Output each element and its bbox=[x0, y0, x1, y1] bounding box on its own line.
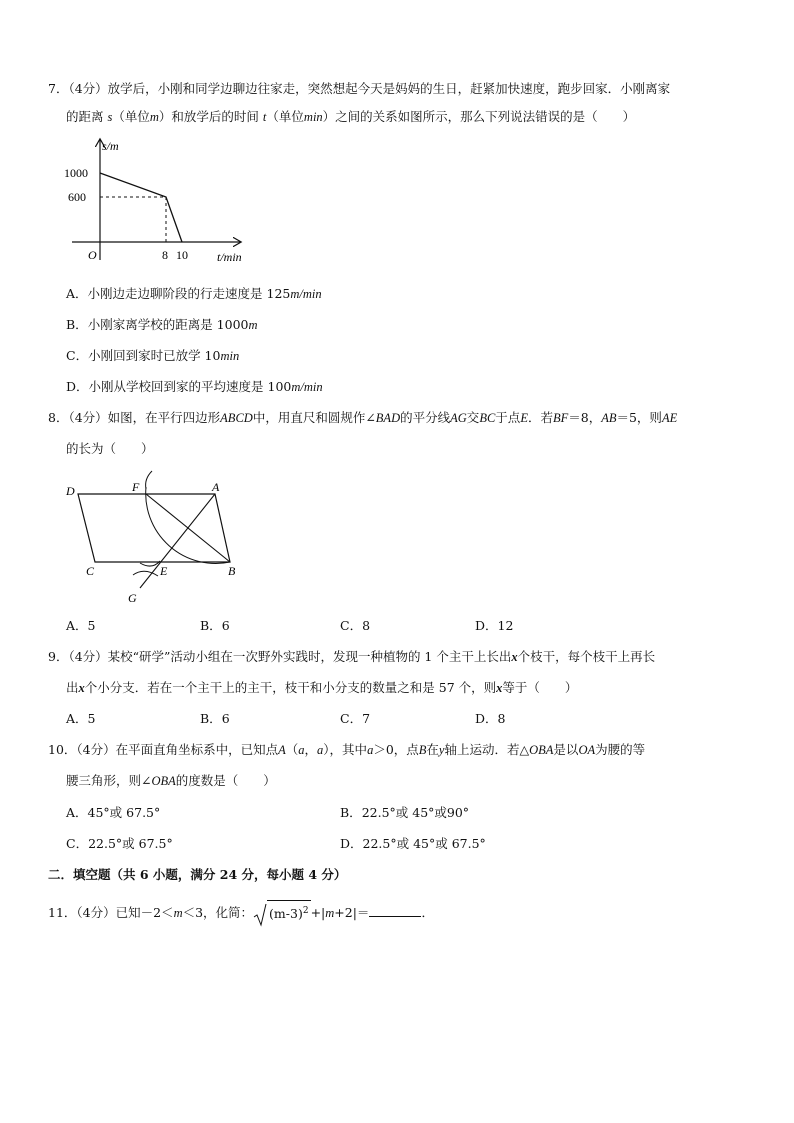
option-text: 6 bbox=[221, 711, 230, 726]
q8-text: 如图，在平行四边形 bbox=[107, 410, 221, 425]
q8-text: ．若 bbox=[527, 410, 553, 425]
q8-point-e: E bbox=[160, 564, 168, 578]
option-unit: min bbox=[220, 349, 240, 363]
q10-text: 的度数是（ ） bbox=[175, 773, 276, 788]
option-label: B． bbox=[340, 805, 362, 820]
q10-var: a bbox=[317, 743, 324, 757]
q11-radicand: (m-3) bbox=[269, 906, 303, 922]
q10-var: OBA bbox=[529, 743, 554, 757]
option-text: 小刚从学校回到家的平均速度是 100 bbox=[88, 379, 292, 394]
q11-var: m bbox=[325, 905, 335, 920]
option-label: D． bbox=[340, 836, 363, 851]
q8-point-d: D bbox=[66, 484, 75, 498]
q8-line1 bbox=[48, 409, 677, 427]
option-label: B． bbox=[200, 618, 222, 633]
q8-small-arc-2 bbox=[133, 571, 158, 576]
q7-line2 bbox=[66, 108, 635, 126]
q8-point-a: A bbox=[212, 480, 220, 494]
option-unit: m/min bbox=[290, 287, 322, 301]
q10-text: 是以 bbox=[553, 742, 579, 757]
q9-text: 出 bbox=[66, 680, 79, 695]
q7-xtick-10: 10 bbox=[176, 248, 188, 262]
q8-text: 于点 bbox=[495, 410, 521, 425]
q10-var: OA bbox=[578, 743, 596, 757]
q9-option-d[interactable] bbox=[475, 710, 505, 728]
q7-option-c[interactable] bbox=[66, 347, 239, 365]
option-text: 45°或 67.5° bbox=[87, 805, 161, 820]
q10-option-d[interactable] bbox=[340, 835, 486, 853]
q10-text: 腰三角形，则∠ bbox=[66, 773, 152, 788]
q9-var: x bbox=[511, 650, 518, 664]
option-text: 小刚边走边聊阶段的行走速度是 125 bbox=[87, 286, 291, 301]
q10-var: OBA bbox=[151, 774, 176, 788]
q8-score: （4分） bbox=[68, 410, 108, 425]
q10-var: a bbox=[298, 743, 305, 757]
option-text: 5 bbox=[87, 711, 96, 726]
option-label: D． bbox=[475, 618, 498, 633]
q9-score: （4分） bbox=[68, 649, 108, 664]
q9-var: x bbox=[78, 681, 85, 695]
q8-var: BC bbox=[479, 411, 496, 425]
q7-ytick-600: 600 bbox=[68, 190, 86, 204]
q9-number: 9． bbox=[48, 649, 69, 664]
option-label: B． bbox=[66, 317, 88, 332]
q11-var: m bbox=[173, 905, 183, 920]
q7-number: 7． bbox=[48, 81, 69, 96]
q11-text: +| bbox=[310, 904, 326, 920]
option-label: C． bbox=[66, 836, 89, 851]
option-unit: m bbox=[248, 318, 258, 332]
q8-point-f: F bbox=[132, 480, 140, 494]
q7-unit: min bbox=[303, 110, 323, 124]
q11-number: 11． bbox=[48, 904, 77, 920]
q10-var: B bbox=[418, 743, 427, 757]
q8-diagram bbox=[60, 465, 260, 610]
q9-text: 等于（ ） bbox=[502, 680, 578, 695]
option-label: B． bbox=[200, 711, 222, 726]
q7-origin: O bbox=[88, 248, 97, 262]
option-label: C． bbox=[340, 711, 363, 726]
option-text: 小刚回到家时已放学 10 bbox=[88, 348, 221, 363]
q7-x-label: t/min bbox=[217, 250, 242, 264]
q10-number: 10． bbox=[48, 742, 77, 757]
q8-var: E bbox=[520, 411, 528, 425]
option-text: 22.5°或 45°或90° bbox=[361, 805, 470, 820]
q8-text: 中，用直尺和圆规作∠ bbox=[252, 410, 376, 425]
q10-text: （ bbox=[285, 742, 299, 757]
q7-text: ）和放学后的时间 bbox=[158, 109, 259, 124]
q10-var: A bbox=[278, 743, 286, 757]
option-unit: m/min bbox=[291, 380, 323, 394]
q10-text: 在平面直角坐标系中，已知点 bbox=[115, 742, 279, 757]
q8-option-d[interactable] bbox=[475, 617, 513, 635]
q7-text: 放学后，小刚和同学边聊边往家走，突然想起今天是妈妈的生日，赶紧加快速度，跑步回家．小刚离家 bbox=[107, 81, 671, 96]
q11-text: ． bbox=[421, 904, 434, 920]
q11-line bbox=[48, 900, 434, 927]
q7-var: t bbox=[262, 110, 267, 124]
q10-score: （4分） bbox=[76, 742, 116, 757]
option-text: 12 bbox=[497, 618, 514, 633]
q8-var: AG bbox=[450, 411, 467, 425]
q9-text: 个小分支．若在一个主干上的主干，枝干和小分支的数量之和是 57 个，则 bbox=[84, 680, 497, 695]
q8-option-b[interactable] bbox=[200, 617, 230, 635]
q10-option-a[interactable] bbox=[66, 804, 160, 822]
q8-point-b: B bbox=[228, 564, 236, 578]
option-label: C． bbox=[340, 618, 363, 633]
q11-answer-blank[interactable] bbox=[369, 904, 421, 917]
option-label: D． bbox=[66, 379, 89, 394]
q7-unit: m bbox=[149, 110, 159, 124]
option-text: 22.5°或 45°或 67.5° bbox=[362, 836, 486, 851]
q11-exponent: 2 bbox=[302, 906, 309, 916]
q9-text: 个枝干，每个枝干上再长 bbox=[517, 649, 656, 664]
q11-text: +2|＝ bbox=[334, 904, 370, 920]
q10-var: y bbox=[438, 743, 445, 757]
q11-text: 已知－2＜ bbox=[115, 904, 174, 920]
q8-text: ＝8， bbox=[568, 410, 602, 425]
option-label: A． bbox=[66, 618, 88, 633]
option-label: A． bbox=[66, 805, 88, 820]
q8-option-c[interactable] bbox=[340, 617, 370, 635]
q9-option-a[interactable] bbox=[66, 710, 95, 728]
q7-score: （4分） bbox=[68, 81, 108, 96]
q7-text: 的距离 bbox=[66, 109, 104, 124]
option-text: 8 bbox=[362, 618, 371, 633]
q11-text: ＜3，化简： bbox=[182, 904, 254, 920]
option-text: 6 bbox=[221, 618, 230, 633]
q8-text: 交 bbox=[466, 410, 480, 425]
q11-score: （4分） bbox=[76, 904, 116, 920]
q8-small-arc-3 bbox=[146, 471, 152, 489]
q8-point-g: G bbox=[128, 591, 137, 605]
option-text: 8 bbox=[497, 711, 506, 726]
option-label: A． bbox=[66, 711, 88, 726]
q7-y-label: s/m bbox=[102, 139, 119, 153]
q7-option-d[interactable] bbox=[66, 378, 323, 396]
q10-line1 bbox=[48, 741, 645, 759]
q8-var: BAD bbox=[375, 411, 401, 425]
q7-line1 bbox=[48, 80, 670, 98]
q7-text: ）之间的关系如图所示，那么下列说法错误的是（ ） bbox=[322, 109, 636, 124]
q7-option-b[interactable] bbox=[66, 316, 258, 334]
q7-ytick-1000: 1000 bbox=[64, 166, 88, 180]
q9-option-b[interactable] bbox=[200, 710, 230, 728]
q10-text: ， bbox=[304, 742, 318, 757]
q9-line2 bbox=[66, 679, 577, 697]
q10-line2 bbox=[66, 772, 276, 790]
option-label: D． bbox=[475, 711, 498, 726]
q8-number: 8． bbox=[48, 410, 69, 425]
q7-var: s bbox=[107, 110, 113, 124]
q7-text: （单位 bbox=[112, 109, 150, 124]
option-label: A． bbox=[66, 286, 88, 301]
q7-text: （单位 bbox=[266, 109, 304, 124]
q9-text: 某校“研学”活动小组在一次野外实践时，发现一种植物的 1 个主干上长出 bbox=[107, 649, 512, 664]
section-title: 二．填空题（共 6 小题，满分 24 分，每小题 4 分） bbox=[48, 867, 347, 882]
q8-point-c: C bbox=[86, 564, 95, 578]
q11-sqrt bbox=[253, 900, 311, 927]
q10-option-b[interactable] bbox=[340, 804, 469, 822]
option-label: C． bbox=[66, 348, 89, 363]
q10-text: ＞0，点 bbox=[373, 742, 419, 757]
q8-var: BF bbox=[552, 411, 569, 425]
q8-option-a[interactable] bbox=[66, 617, 95, 635]
q8-var: ABCD bbox=[220, 411, 253, 425]
q8-var: AE bbox=[661, 411, 678, 425]
q10-text: 轴上运动．若△ bbox=[444, 742, 530, 757]
q8-var: AB bbox=[601, 411, 617, 425]
q10-option-c[interactable] bbox=[66, 835, 173, 853]
option-text: 7 bbox=[362, 711, 371, 726]
sqrt-sign-icon bbox=[253, 903, 267, 927]
option-text: 22.5°或 67.5° bbox=[88, 836, 173, 851]
q8-line2 bbox=[66, 440, 154, 458]
q7-graph bbox=[60, 135, 260, 270]
option-text: 小刚家离学校的距离是 1000 bbox=[87, 317, 249, 332]
q9-var: x bbox=[496, 681, 503, 695]
q10-text: 在 bbox=[426, 742, 439, 757]
q7-option-a[interactable] bbox=[66, 285, 322, 303]
q7-xtick-8: 8 bbox=[162, 248, 168, 262]
q9-option-c[interactable] bbox=[340, 710, 370, 728]
q9-line1 bbox=[48, 648, 655, 666]
q8-text: ＝5，则 bbox=[616, 410, 662, 425]
q8-text: 的平分线 bbox=[400, 410, 451, 425]
q8-text: 的长为（ ） bbox=[66, 441, 154, 456]
q10-text: 为腰的等 bbox=[595, 742, 646, 757]
q10-text: ），其中 bbox=[323, 742, 368, 757]
option-text: 5 bbox=[87, 618, 96, 633]
q10-var: a bbox=[367, 743, 374, 757]
q7-graph-line bbox=[100, 173, 182, 242]
